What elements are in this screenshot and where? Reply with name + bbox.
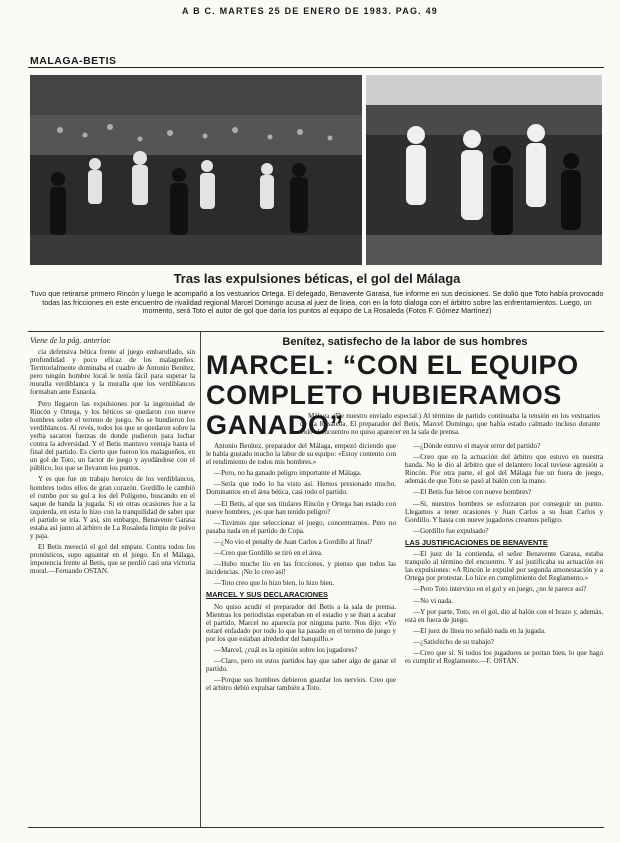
paragraph: Y es que fue un trabajo heroico de los verdiblancos, hombres todos ellos de gran corazón. Gordillo le cambió el rumbo por su gol a los del Polígono, buscando en el saque de banda la jugada. Si en otras ocasiones fue a la izquierda, en esta lo hizo con la tranquilidad de saber que el partido se iría. Y así, sin embargo, Benavente Garasa estaba así junto al árbitro de La Rosaleda limpio de polvo y paja. xyxy=(30,475,195,541)
bottom-rule xyxy=(28,827,604,828)
continuation-note: Viene de la pág. anterior. xyxy=(30,336,111,345)
photo-right-image xyxy=(366,75,602,265)
paragraph: Pero llegaron las expulsiones por la ingenuidad de Rincón y Ortega, y los béticos se quedaron con nueve hombres sobre el terreno de juego. No se hundieron los verdiblancos. Al revés, todos los que se quedaron sobre la yerba sacaron fuerzas de donde pudieron para luchar contra la adversidad. Y el Betis mantuvo ventaja hasta el final del partido. Es cierto que fueron los malagueños, en un gol de Toto, un factor de juego y ayudándose con el público, los que se llevaron los puntos. xyxy=(30,399,195,473)
paragraph: —Creo que sí. Si todos los jugadores se portan bien, lo que hago es cumplir el Reglamento.—F. OSTAN. xyxy=(405,648,603,666)
paragraph: El Betis mereció el gol del empate. Contra todos los pronósticos, supo aguantar en el juego. En el Málaga, impotencia frente al Betis, que se perdió casi una victoria moral.—Fernando OSTAN. xyxy=(30,543,195,576)
photo-right xyxy=(366,75,602,265)
article-column-middle xyxy=(206,442,396,695)
paragraph: —¿Dónde estuvo el mayor error del partido? xyxy=(413,442,541,450)
paragraph: —Y por parte, Toto, en el gol, dio al balón con el brazo y, además, está en fuera de juego. xyxy=(405,607,603,624)
article-lede xyxy=(300,412,600,439)
section-subtitle: LAS JUSTIFICACIONES DE BENAVENTE xyxy=(405,537,548,547)
paragraph: —Sería que todo lo ha visto así. Hemos presionado mucho. Dominamos en el área bética, casi todo el partido. xyxy=(206,480,396,497)
paragraph: —Hubo mucho lío en las fricciones, y pienso que todos las incidencias. ¡No lo creo así! xyxy=(206,560,396,577)
middle-rule xyxy=(28,331,604,332)
article-subhead: Benítez, satisfecho de la labor de sus hombres xyxy=(282,336,528,348)
paragraph: —Marcel, ¿cuál es la opinión sobre los jugadores? xyxy=(214,645,358,654)
photo-left xyxy=(30,75,362,265)
paragraph: —Creo que Gordillo se tiró en el área. xyxy=(214,549,323,558)
paragraph: Antonio Benítez, preparador del Málaga, empezó diciendo que le había gustado mucho la labor de su equipo: «Estoy contento con el rendimiento de todos mis hombres.» xyxy=(206,442,396,467)
paragraph: —El Betis fue héroe con nueve hombres? xyxy=(413,488,532,497)
photo-left-image xyxy=(30,75,362,265)
section-subtitle: MARCEL Y SUS DECLARACIONES xyxy=(206,590,328,600)
paragraph: —Sí, nuestros hombres se esforzaron por conseguir un punto. Llegamos a tener ocasiones y Juan Carlos a su Juan Carlos y Gordillo. Y hasta con nueve jugadores creamos peligro. xyxy=(405,499,603,524)
paragraph: —Gordillo fue expulsado? xyxy=(413,526,489,535)
top-rule xyxy=(28,67,604,68)
paragraph: Málaga. (De nuestro enviado especial.) Al término de partido continuaba la tensión en los vestuarios de La Rosaleda. El preparador del Betis, Marcel Domingo, que había estado calmado incluso durante todo el encuentro no quiso aparecer en la sala de prensa. xyxy=(300,412,600,437)
paragraph: —Tuvimos que seleccionar el juego, concentrarnos. Pero no pasaba nada en el partido de Copa. xyxy=(206,518,396,535)
column-divider xyxy=(200,332,201,827)
paragraph: —El Betis, al que sus titulares Rincón y Ortega han estado con nueve hombres, ¿es que han tenido peligro? xyxy=(206,499,396,516)
paragraph: —Claro, pero en estos partidos hay que saber algo de ganar el partido. xyxy=(206,657,396,674)
paragraph: —¿No vio el penalty de Juan Carlos a Gordillo al final? xyxy=(214,537,373,546)
article-column-right xyxy=(405,442,603,668)
paragraph: —El juez de la contienda, el señor Benavente Garasa, estaba tranquilo al término del encuentro. Y así justificaba su actuación en las expulsiones: «A Rincón le expulsé por segunda amonestación y a Ortega por protestar. Lo hice en cumplimiento del Reglamento.» xyxy=(405,550,603,583)
photo-caption-text: Tuvo que retirarse primero Rincón y luego le acompañó a los vestuarios Ortega. El delegado, Benavente Garasa, fue informe en sus decisiones. Se dolió que Toto había provocado todas las fricciones en este encuentro de rivalidad regional Marcel Domingo acusa al juez de línea, con en la foto dialoga con el árbitro sobre las enfrentamientos. Luego, un momento, será Toto el autor de gol que daría los puntos al equipo de La Rosaleda (Fotos F. Gómez Martínez) xyxy=(30,289,604,316)
paragraph: —Porque sus hombres debieron guardar los nervios. Creo que el árbitro debió expulsar también a Toto. xyxy=(206,676,396,693)
paragraph: —Toto creo que lo hizo bien, lo hizo bien. xyxy=(214,579,335,588)
article-headline: MARCEL: “CON EL EQUIPO COMPLETO HUBIERAMOS GANADO” xyxy=(206,350,579,440)
paragraph: —Pero Toto intervino en el gol y en juego, ¿no le parece así? xyxy=(413,585,587,594)
paragraph: —No vi nada. xyxy=(413,596,453,605)
paragraph: —El juez de línea no señaló nada en la jugada. xyxy=(413,626,546,635)
photo-caption-title: Tras las expulsiones béticas, el gol del Málaga xyxy=(173,271,461,286)
page-header: A B C. MARTES 25 DE ENERO DE 1983. PAG. 49 xyxy=(182,6,438,16)
section-label: MALAGA-BETIS xyxy=(30,55,117,67)
paragraph: —¿Satisfecho de su trabajo? xyxy=(413,637,494,646)
left-article-column xyxy=(30,348,195,579)
paragraph: cia defensiva bética frente al juego embarullado, sin profundidad y poco eficaz de los malagueños. Territorialmente dominaba el cuadro de Antonio Benítez, pero ningún hombre local le tenía fácil para superar la muralla verdiblanca y la muralla que los verdiblancos formaban ante Esnaola. xyxy=(30,348,195,397)
paragraph: No quiso acudir el preparador del Betis a la sala de prensa. Mientras los periodistas esperaban en el estadio y se iban a acabar el partido, Marcel no aparecía por ninguna parte. Nos dijo: «Yo estaré enfadado por todo lo que ha pasado en el terreno de juego y por los que estaban alrededor del banquillo.» xyxy=(206,602,396,643)
paragraph: —Creo que en la actuación del árbitro que estuvo en nuestra banda. No le dio al árbitro que el delantero local tuviese agresión a Rincón. Por otra parte, el gol del Málaga fue un fuera de juego, además de que Toto se pasó al balón con la mano. xyxy=(405,453,603,486)
paragraph: —Pero, no ha ganado peligro importante el Málaga. xyxy=(214,469,362,478)
